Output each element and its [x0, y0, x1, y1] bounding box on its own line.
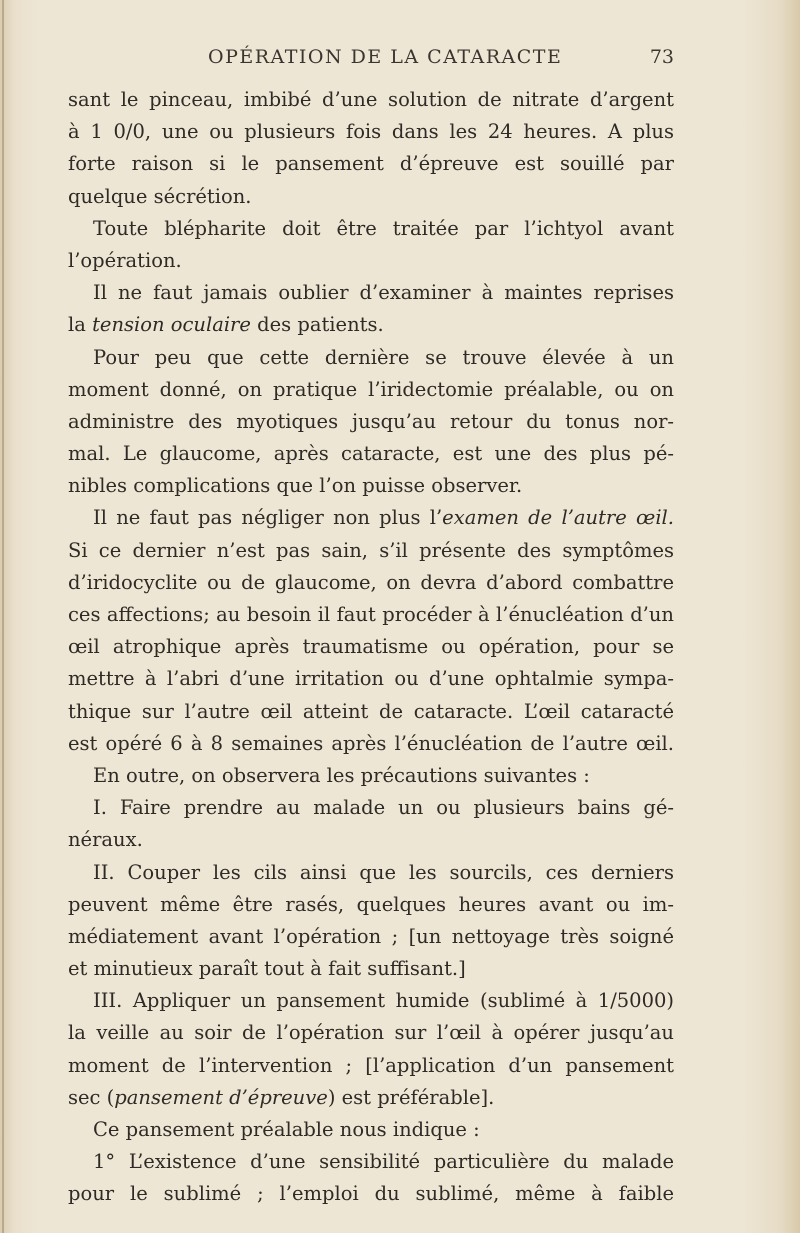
- text-line: pour le sublimé ; l’emploi du sublimé, même à faible: [68, 1182, 674, 1206]
- text-line: ces affections; au besoin il faut procéder à l’énucléation d’un: [68, 603, 674, 626]
- text-line: moment donné, on pratique l’iridectomie préalable, ou on: [68, 377, 674, 401]
- text-line: l’opération.: [68, 248, 182, 272]
- text-line: [68, 1082, 674, 1114]
- text-line: I. Faire prendre au malade un ou plusieurs bains gé-: [93, 796, 674, 820]
- text-segment: sec (: [68, 1085, 115, 1109]
- text-line: administre des myotiques jusqu’au retour du tonus nor-: [68, 409, 674, 433]
- text-segment: la: [68, 313, 93, 337]
- text-line: nibles complications que l’on puisse observer.: [68, 474, 523, 498]
- text-line: forte raison si le pansement d’épreuve est souillé par: [68, 152, 674, 176]
- text-line: est opéré 6 à 8 semaines après l’énucléation de l’autre œil.: [68, 731, 674, 755]
- text-line: moment de l’intervention ; [l’application d’un pansement: [68, 1053, 674, 1077]
- italic-phrase: tension oculaire: [92, 313, 251, 337]
- text-line: III. Appliquer un pansement humide (sublimé à 1/5000): [93, 989, 674, 1013]
- text-line: œil atrophique après traumatisme ou opération, pour se: [68, 635, 674, 659]
- text-line: Si ce dernier n’est pas sain, s’il présente des symptômes: [68, 538, 674, 562]
- text-line: à 1 0/0, une ou plusieurs fois dans les 24 heures. A plus: [68, 120, 674, 144]
- page-number: 73: [649, 46, 674, 68]
- text-segment: ) est préférable].: [327, 1085, 495, 1109]
- text-line: quelque sécrétion.: [68, 184, 252, 208]
- text-line: [68, 502, 674, 534]
- text-line: mal. Le glaucome, après cataracte, est une des plus pé-: [68, 442, 674, 466]
- running-head: [68, 46, 674, 76]
- text-line: néraux.: [68, 828, 143, 852]
- text-line: En outre, on observera les précautions suivantes :: [93, 763, 590, 787]
- text-line: d’iridocyclite ou de glaucome, on devra d’abord combattre: [68, 570, 674, 594]
- text-line: Toute blépharite doit être traitée par l’ichtyol avant: [93, 216, 674, 240]
- text-line: Pour peu que cette dernière se trouve élevée à un: [93, 345, 674, 369]
- text-line: médiatement avant l’opération ; [un nettoyage très soigné: [68, 924, 674, 948]
- text-line: Il ne faut jamais oublier d’examiner à maintes reprises: [93, 281, 674, 305]
- text-line: sant le pinceau, imbibé d’une solution de nitrate d’argent: [68, 88, 674, 111]
- body-text: [68, 84, 674, 1211]
- italic-phrase: pansement d’épreuve: [114, 1085, 328, 1109]
- text-line: et minutieux paraît tout à fait suffisant.]: [68, 957, 466, 981]
- text-segment: Il ne faut pas négliger non plus l’: [93, 506, 443, 530]
- page-gutter-edge: [2, 0, 4, 1233]
- text-line: [68, 309, 674, 341]
- running-title: OPÉRATION DE LA CATARACTE: [208, 46, 563, 68]
- text-segment: des patients.: [250, 313, 384, 337]
- text-line: Ce pansement préalable nous indique :: [93, 1118, 480, 1141]
- text-line: 1° L’existence d’une sensibilité particulière du malade: [93, 1150, 674, 1174]
- text-line: mettre à l’abri d’une irritation ou d’une ophtalmie sympa-: [68, 667, 674, 691]
- text-line: II. Couper les cils ainsi que les sourcils, ces derniers: [93, 860, 674, 884]
- text-line: peuvent même être rasés, quelques heures avant ou im-: [68, 892, 674, 916]
- text-line: la veille au soir de l’opération sur l’œil à opérer jusqu’au: [68, 1021, 674, 1045]
- italic-phrase: examen de l’autre œil.: [442, 506, 674, 530]
- text-line: thique sur l’autre œil atteint de cataracte. L’œil cataracté: [68, 699, 674, 723]
